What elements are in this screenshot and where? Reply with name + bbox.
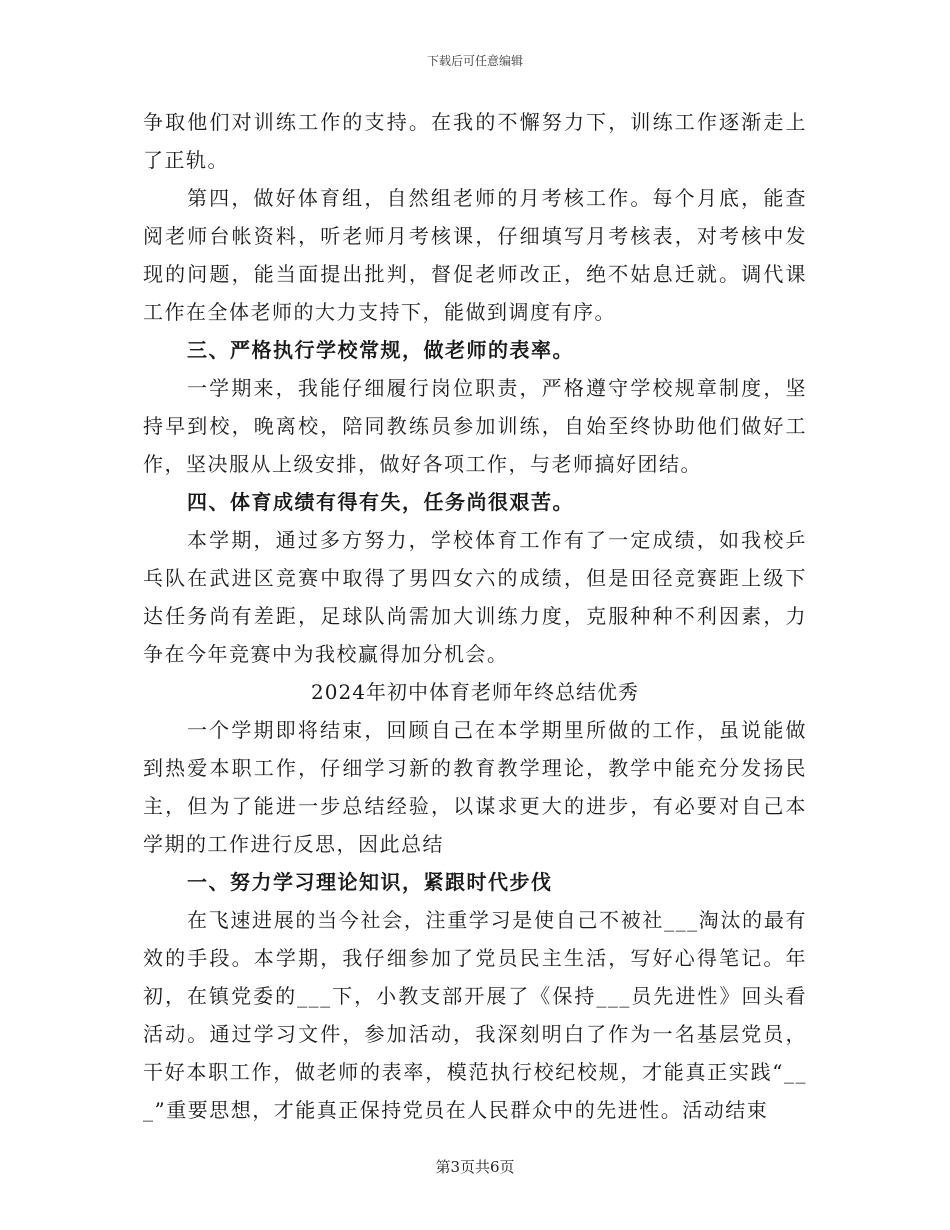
document-title: 2024年初中体育老师年终总结优秀 xyxy=(311,680,639,704)
page-header-note: 下载后可任意编辑 xyxy=(426,54,523,68)
paragraph-study: 在飞速进展的当今社会，注重学习是使自己不被社___淘汰的最有效的手段。本学期，我仔细参加了党员民主生活，写好心得笔记。年初，在镇党委的___下，小教支部开展了《保持___员先进性》回头看活动。通过学习文件，参加活动，我深刻明白了作为一名基层党员，干好本职工作，做老师的表率，模范执行校纪校规，才能真正实践“___”重要思想，才能真正保持党员在人民群众中的先进性。活动结束 xyxy=(143,908,807,1122)
document-body xyxy=(143,103,807,1129)
section-heading-four: 四、体育成绩有得有失，任务尚很艰苦。 xyxy=(187,490,574,514)
paragraph-school-rules: 一学期来，我能仔细履行岗位职责，严格遵守学校规章制度，坚持早到校，晚离校，陪同教练员参加训练，自始至终协助他们做好工作，坚决服从上级安排，做好各项工作，与老师搞好团结。 xyxy=(143,376,807,476)
paragraph-intro: 一个学期即将结束，回顾自己在本学期里所做的工作，虽说能做到热爱本职工作，仔细学习新的教育教学理论，教学中能充分发扬民主，但为了能进一步总结经验，以谋求更大的进步，有必要对自己本学期的工作进行反思，因此总结 xyxy=(143,718,807,856)
paragraph-continued: 争取他们对训练工作的支持。在我的不懈努力下，训练工作逐渐走上了正轨。 xyxy=(143,110,807,172)
paragraph-sports-results: 本学期，通过多方努力，学校体育工作有了一定成绩，如我校乒乓队在武进区竞赛中取得了男四女六的成绩，但是田径竞赛距上级下达任务尚有差距，足球队尚需加大训练力度，克服种种不利因素，力争在今年竞赛中为我校赢得加分机会。 xyxy=(143,528,807,666)
section-heading-three: 三、严格执行学校常规，做老师的表率。 xyxy=(187,338,574,362)
paragraph-monthly-review: 第四，做好体育组，自然组老师的月考核工作。每个月底，能查阅老师台帐资料，听老师月考核课，仔细填写月考核表，对考核中发现的问题，能当面提出批判，督促老师改正，绝不姑息迁就。调代课工作在全体老师的大力支持下，能做到调度有序。 xyxy=(143,186,807,324)
page-number: 第3页共6页 xyxy=(435,1158,515,1176)
section-heading-one: 一、努力学习理论知识，紧跟时代步伐 xyxy=(187,870,553,894)
